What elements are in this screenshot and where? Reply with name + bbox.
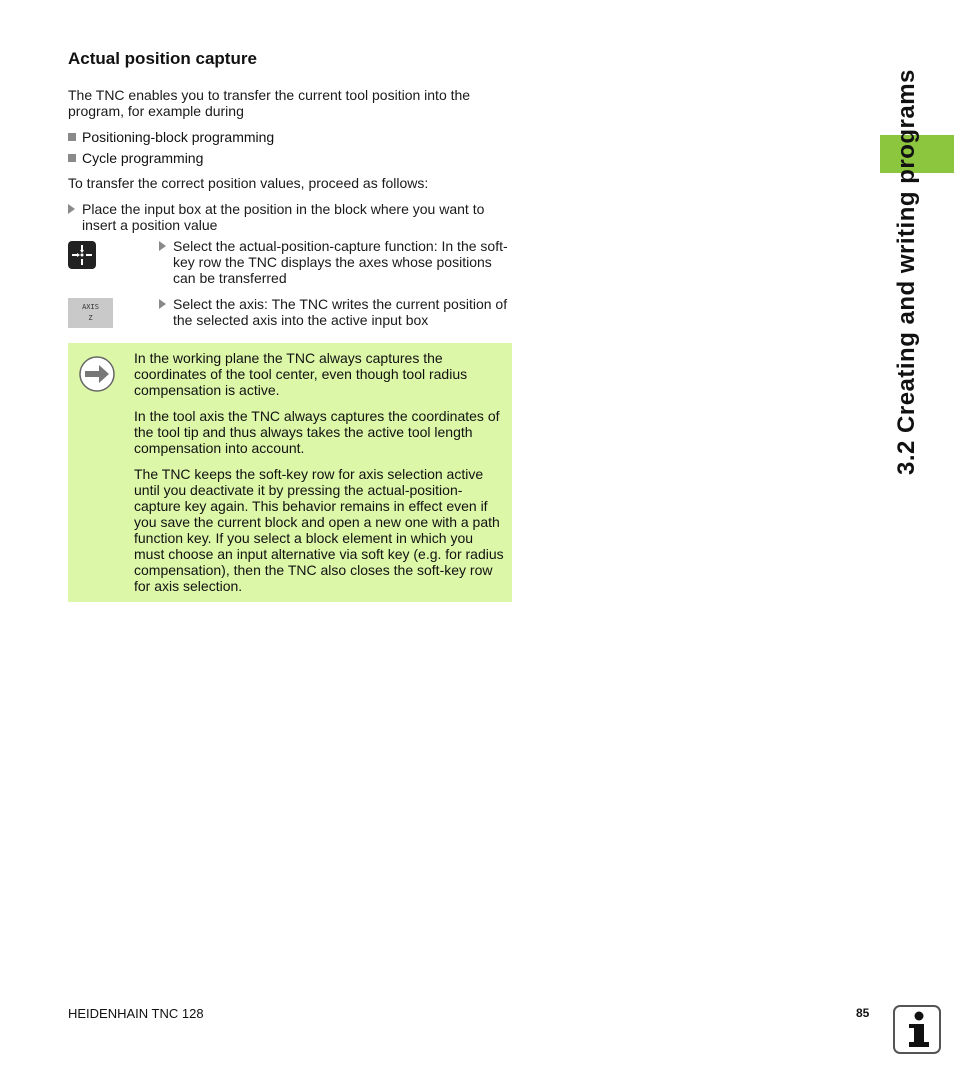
list-item-label: Cycle programming: [82, 150, 204, 166]
step-arrow-icon: [159, 241, 166, 251]
note-paragraph: In the tool axis the TNC always captures the coordinates of the tool tip and thus always takes the active tool length compensation into account.: [134, 408, 500, 456]
arrow-right-icon: [79, 356, 115, 392]
note-paragraph: The TNC keeps the soft-key row for axis selection active until you deactivate it by pressing the actual-position-capture key again. This behavior remains in effect even if you save the current block and open a new one with a path function key. If you select a block element in which you must choose an input alternative via soft key (e.g. for radius compensation), then the TNC also closes the soft-key row for axis selection.: [134, 466, 504, 594]
list-item-label: Positioning-block programming: [82, 129, 275, 145]
softkey-line1: AXIS: [82, 303, 99, 311]
actual-position-capture-icon: [68, 241, 96, 269]
step-text: Select the axis: The TNC writes the current position of the selected axis into the active input box: [173, 296, 508, 328]
footer-product: HEIDENHAIN TNC 128: [68, 1006, 204, 1021]
square-bullet-icon: [68, 133, 76, 141]
step-arrow-icon: [159, 299, 166, 309]
section-heading: Actual position capture: [68, 49, 257, 68]
softkey-line2: Z: [88, 314, 93, 322]
note-text: [134, 350, 504, 604]
axis-z-softkey: [68, 298, 113, 328]
list-item: [68, 129, 274, 145]
page-number: 85: [856, 1006, 870, 1020]
intro-paragraph: The TNC enables you to transfer the current tool position into the program, for example during: [68, 87, 471, 119]
list-item: [68, 150, 203, 166]
step-3: [159, 296, 511, 328]
info-icon: [893, 1005, 941, 1054]
step-arrow-icon: [68, 204, 75, 214]
transfer-intro: To transfer the correct position values, proceed as follows:: [68, 175, 429, 191]
chapter-title-text: 3.2 Creating and writing programs: [893, 69, 920, 475]
note-paragraph: In the working plane the TNC always captures the coordinates of the tool center, even though tool radius compensation is active.: [134, 350, 468, 398]
chapter-title: [893, 50, 933, 475]
square-bullet-icon: [68, 154, 76, 162]
step-1: [68, 201, 508, 233]
step-2: [159, 238, 511, 286]
step-text: Place the input box at the position in the block where you want to insert a position value: [82, 201, 485, 233]
step-text: Select the actual-position-capture function: In the soft-key row the TNC displays the axes whose positions can be transferred: [173, 238, 508, 286]
